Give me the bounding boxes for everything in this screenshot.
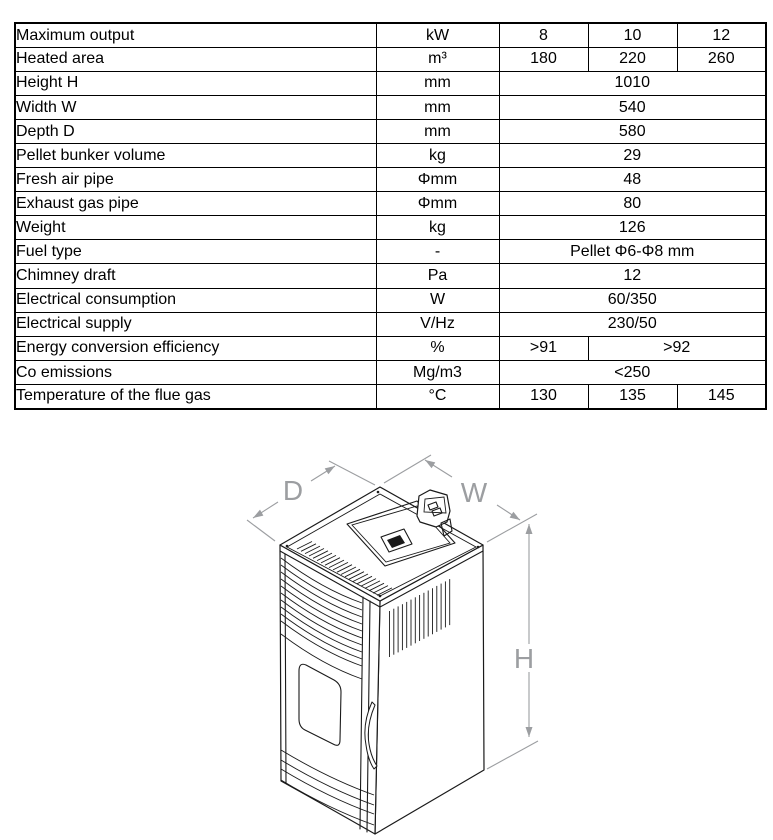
spec-row (15, 168, 766, 192)
spec-parameter-label: Energy conversion efficiency (15, 336, 376, 360)
spec-value: 80 (499, 192, 766, 216)
spec-value: 60/350 (499, 288, 766, 312)
spec-row (15, 288, 766, 312)
spec-unit: mm (376, 71, 499, 95)
height-label: H (513, 643, 535, 674)
stove-dimension-diagram (225, 440, 570, 840)
spec-value: >92 (588, 336, 766, 360)
spec-row (15, 23, 766, 47)
spec-unit: V/Hz (376, 312, 499, 336)
spec-value: 126 (499, 216, 766, 240)
spec-parameter-label: Co emissions (15, 360, 376, 384)
spec-unit: - (376, 240, 499, 264)
spec-value: 48 (499, 168, 766, 192)
spec-parameter-label: Pellet bunker volume (15, 143, 376, 167)
spec-unit: mm (376, 119, 499, 143)
spec-parameter-label: Electrical consumption (15, 288, 376, 312)
spec-value: Pellet Φ6-Φ8 mm (499, 240, 766, 264)
spec-value: 145 (677, 384, 766, 408)
stove-isometric-drawing (225, 440, 570, 840)
spec-unit: Pa (376, 264, 499, 288)
spec-parameter-label: Fresh air pipe (15, 168, 376, 192)
spec-row (15, 71, 766, 95)
spec-value: 10 (588, 23, 677, 47)
spec-value: 135 (588, 384, 677, 408)
spec-row (15, 192, 766, 216)
screw-dot (286, 545, 289, 548)
spec-unit: °C (376, 384, 499, 408)
spec-unit: m³ (376, 47, 499, 71)
spec-value: 29 (499, 143, 766, 167)
spec-value: 12 (499, 264, 766, 288)
spec-unit: Mg/m3 (376, 360, 499, 384)
spec-row (15, 384, 766, 408)
spec-row (15, 95, 766, 119)
spec-parameter-label: Maximum output (15, 23, 376, 47)
spec-unit: Φmm (376, 168, 499, 192)
spec-row (15, 143, 766, 167)
spec-row (15, 47, 766, 71)
spec-value: 260 (677, 47, 766, 71)
specifications-table-body (15, 23, 766, 409)
spec-value: 230/50 (499, 312, 766, 336)
spec-row (15, 119, 766, 143)
spec-unit: kg (376, 143, 499, 167)
spec-row (15, 312, 766, 336)
spec-parameter-label: Exhaust gas pipe (15, 192, 376, 216)
width-label: W (460, 477, 488, 508)
dimension-height (487, 524, 538, 769)
spec-parameter-label: Width W (15, 95, 376, 119)
spec-unit: mm (376, 95, 499, 119)
spec-value: <250 (499, 360, 766, 384)
spec-parameter-label: Depth D (15, 119, 376, 143)
spec-value: 580 (499, 119, 766, 143)
spec-parameter-label: Electrical supply (15, 312, 376, 336)
depth-label: D (282, 475, 304, 506)
spec-parameter-label: Chimney draft (15, 264, 376, 288)
spec-unit: % (376, 336, 499, 360)
spec-parameter-label: Temperature of the flue gas (15, 384, 376, 408)
spec-parameter-label: Heated area (15, 47, 376, 71)
specifications-table (14, 22, 767, 410)
spec-row (15, 216, 766, 240)
spec-value: 220 (588, 47, 677, 71)
spec-unit: kg (376, 216, 499, 240)
spec-parameter-label: Weight (15, 216, 376, 240)
screw-dot (477, 546, 480, 549)
spec-unit: kW (376, 23, 499, 47)
spec-unit: W (376, 288, 499, 312)
spec-parameter-label: Height H (15, 71, 376, 95)
spec-row (15, 240, 766, 264)
spec-row (15, 360, 766, 384)
screw-dot (379, 595, 382, 598)
spec-value: 8 (499, 23, 588, 47)
screw-dot (377, 491, 380, 494)
spec-row (15, 336, 766, 360)
spec-value: 540 (499, 95, 766, 119)
spec-value: 130 (499, 384, 588, 408)
spec-row (15, 264, 766, 288)
stove-body (280, 487, 484, 834)
spec-value: 12 (677, 23, 766, 47)
spec-parameter-label: Fuel type (15, 240, 376, 264)
spec-unit: Φmm (376, 192, 499, 216)
spec-value: 1010 (499, 71, 766, 95)
spec-value: 180 (499, 47, 588, 71)
spec-value: >91 (499, 336, 588, 360)
